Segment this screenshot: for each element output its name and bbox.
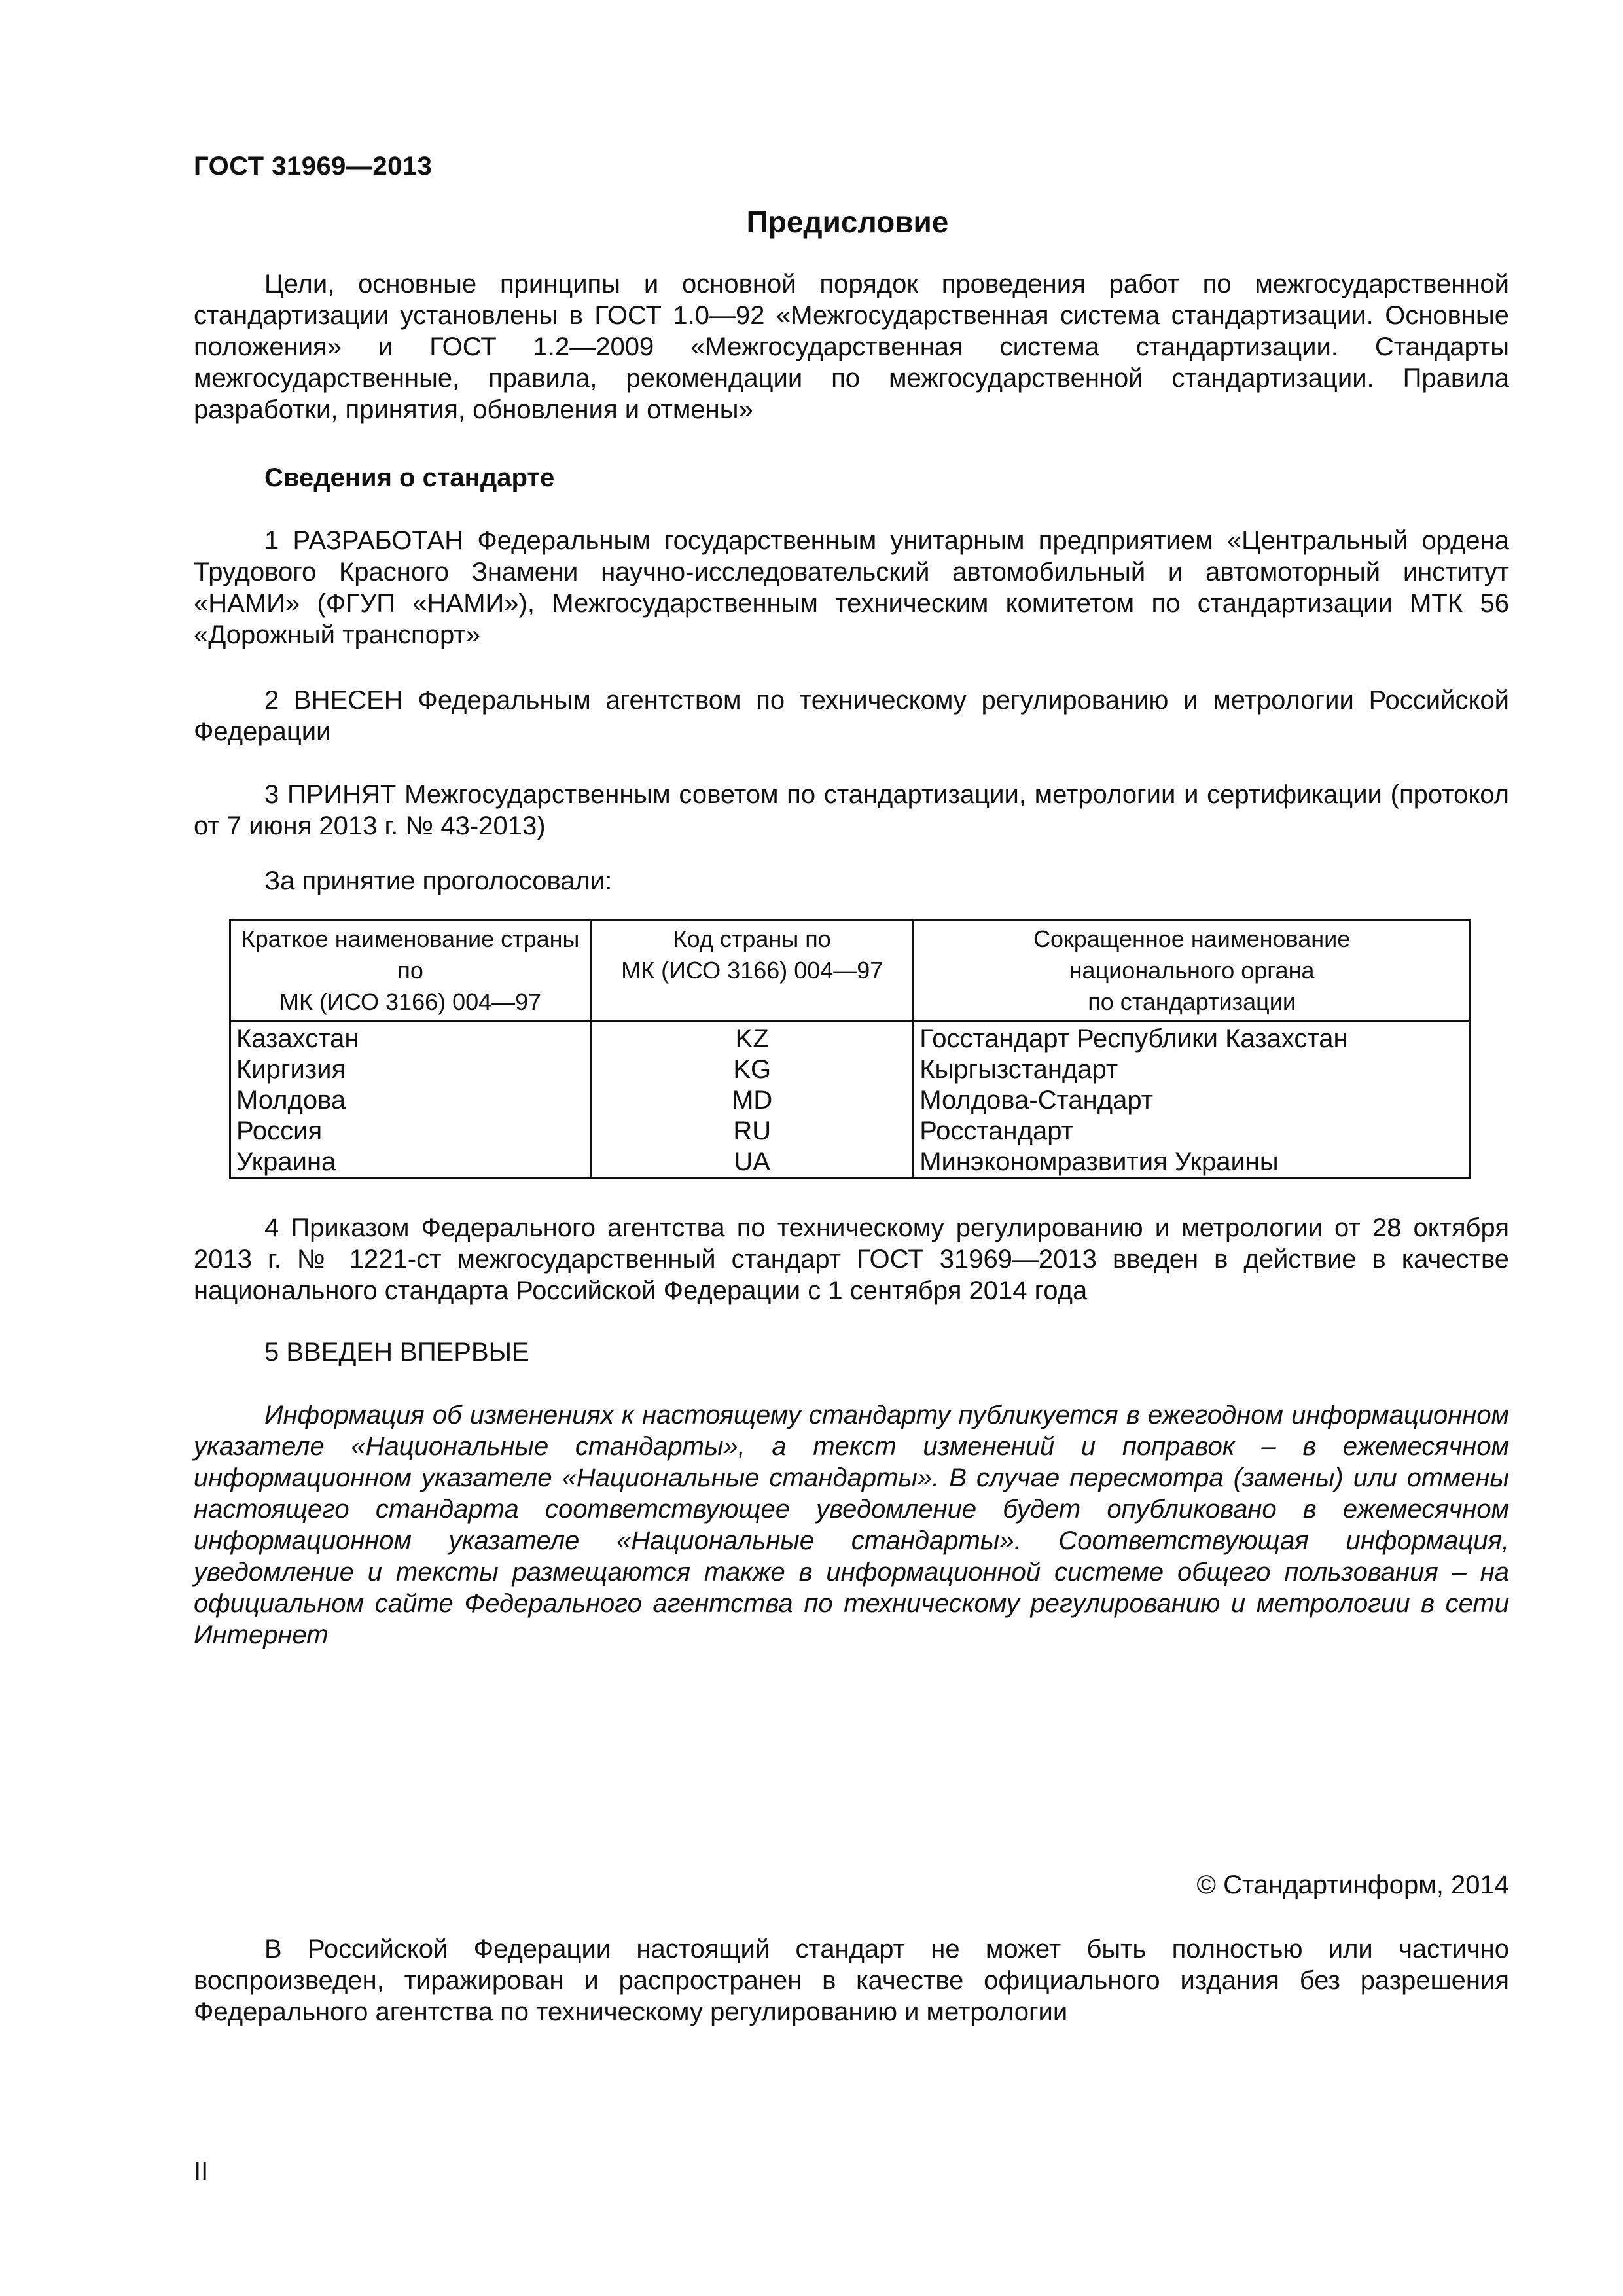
header-line: Сокращенное наименование [1033, 925, 1351, 952]
header-line: национального органа [1069, 957, 1315, 984]
country-cell: Киргизия [230, 1054, 591, 1085]
page-number: II [194, 2157, 209, 2186]
standard-info-heading: Сведения о стандарте [264, 463, 555, 492]
standards-body-cell: Кыргызстандарт [914, 1054, 1471, 1085]
developed-paragraph: 1 РАЗРАБОТАН Федеральным государственным унитарным предприятием «Центральный ордена Трудового Красного Знамени научно-исследовательский автомобильный и автомоторный институт «НАМИ» (ФГУП «НАМИ»), Межгосударственным техническим комитетом по стандартизации МТК 56 «Дорожный транспорт» [194, 526, 1509, 649]
header-country-code [591, 920, 914, 1022]
header-line: Краткое наименование страны [241, 925, 580, 952]
header-line: МК (ИСО 3166) 004—97 [621, 957, 883, 984]
standards-body-cell: Госстандарт Республики Казахстан [914, 1022, 1471, 1055]
introduced-paragraph: 2 ВНЕСЕН Федеральным агентством по техническому регулированию и метрологии Российской Федерации [194, 686, 1509, 746]
header-line: по [397, 957, 423, 984]
voted-label: За принятие проголосовали: [264, 867, 613, 895]
table-row [230, 1022, 1471, 1055]
page-title: Предисловие [746, 205, 949, 239]
country-cell: Молдова [230, 1085, 591, 1116]
code-cell: KG [591, 1054, 914, 1085]
country-cell: Украина [230, 1147, 591, 1179]
table-row [230, 1085, 1471, 1116]
countries-table [229, 919, 1471, 1179]
header-country-name [230, 920, 591, 1022]
table-header-row [230, 920, 1471, 1022]
country-cell: Казахстан [230, 1022, 591, 1055]
reproduction-notice: В Российской Федерации настоящий стандарт не может быть полностью или частично воспроизведен, тиражирован и распространен в качестве официального издания без разрешения Федерального агентства по техническому регулированию и метрологии [194, 1935, 1509, 2026]
header-standards-body [914, 920, 1471, 1022]
code-cell: KZ [591, 1022, 914, 1055]
code-cell: MD [591, 1085, 914, 1116]
table-row [230, 1116, 1471, 1147]
copyright-notice: © Стандартинформ, 2014 [1196, 1871, 1509, 1899]
country-cell: Россия [230, 1116, 591, 1147]
code-cell: UA [591, 1147, 914, 1179]
changes-info-paragraph: Информация об изменениях к настоящему стандарту публикуется в ежегодном информационном указателе «Национальные стандарты», а текст изменений и поправок – в ежемесячном информационном указателе «Национальные стандарты». В случае пересмотра (замены) или отмены настоящего стандарта соответствующее уведомление будет опубликовано в ежемесячном информационном указателе «Национальные стандарты». Соответствующая информация, уведомление и тексты размещаются также в информационной системе общего пользования – на официальном сайте Федерального агентства по техническому регулированию и метрологии в сети Интернет [194, 1401, 1509, 1649]
header-line: Код страны по [673, 925, 831, 952]
table-row [230, 1147, 1471, 1179]
standards-body-cell: Росстандарт [914, 1116, 1471, 1147]
order-paragraph: 4 Приказом Федерального агентства по техническому регулированию и метрологии от 28 октября 2013 г. № 1221-ст межгосударственный стандарт ГОСТ 31969—2013 введен в действие в качестве национального стандарта Российской Федерации с 1 сентября 2014 года [194, 1213, 1509, 1305]
standard-code: ГОСТ 31969—2013 [194, 152, 433, 181]
standards-body-cell: Минэкономразвития Украины [914, 1147, 1471, 1179]
code-cell: RU [591, 1116, 914, 1147]
intro-paragraph: Цели, основные принципы и основной порядок проведения работ по межгосударственной стандартизации установлены в ГОСТ 1.0—92 «Межгосударственная система стандартизации. Основные положения» и ГОСТ 1.2—2009 «Межгосударственная система стандартизации. Стандарты межгосударственные, правила, рекомендации по межгосударственной стандартизации. Правила разработки, принятия, обновления и отмены» [194, 270, 1509, 424]
first-time-label: 5 ВВЕДЕН ВПЕРВЫЕ [264, 1338, 529, 1367]
table-row [230, 1054, 1471, 1085]
header-line: по стандартизации [1088, 988, 1296, 1015]
standards-body-cell: Молдова-Стандарт [914, 1085, 1471, 1116]
header-line: МК (ИСО 3166) 004—97 [279, 988, 542, 1015]
adopted-paragraph: 3 ПРИНЯТ Межгосударственным советом по стандартизации, метрологии и сертификации (протокол от 7 июня 2013 г. № 43-2013) [194, 780, 1509, 840]
